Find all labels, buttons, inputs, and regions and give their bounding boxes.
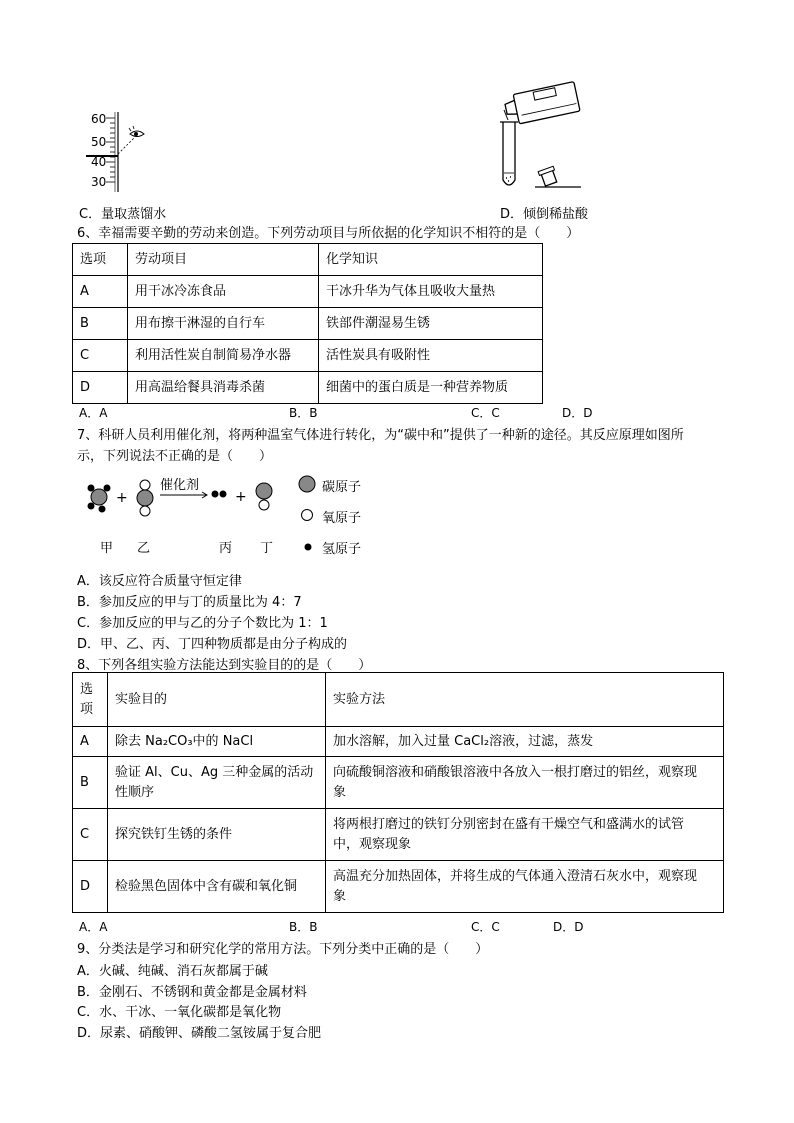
legend-oxygen-swatch: [302, 510, 313, 521]
q8-row-a-option: A: [73, 727, 108, 757]
q7-stem-line1: 7、科研人员利用催化剂，将两种温室气体进行转化，为“碳中和”提供了一种新的途径。其反应原理如图所: [77, 428, 684, 443]
q6-option-b: B．B: [289, 406, 318, 420]
caption-c: C．量取蒸馏水: [79, 207, 167, 222]
q9-option-a: A．火碱、纯碱、消石灰都属于碱: [77, 964, 268, 979]
q6-row-c-knowledge: 活性炭具有吸附性: [319, 340, 543, 372]
q8-option-c: C．C: [471, 920, 500, 934]
q8-row-b-method-line2: 象: [333, 784, 347, 800]
table-row: [73, 276, 543, 308]
molecule-label-ding: 丁: [260, 541, 274, 556]
q9-option-c: C．水、干冰、一氧化碳都是氧化物: [77, 1005, 282, 1020]
q8-header-option: [73, 673, 108, 727]
table-row: [73, 861, 724, 913]
q8-option-b: B．B: [289, 920, 318, 934]
table-row: [73, 372, 543, 404]
molecule-ding: [256, 483, 272, 510]
legend-hydrogen: 氢原子: [322, 542, 362, 557]
q8-table: [72, 672, 724, 913]
legend-hydrogen-swatch: [301, 540, 315, 554]
q7-option-c: C．参加反应的甲与乙的分子个数比为 1：1: [77, 616, 328, 631]
legend-carbon-swatch: [299, 476, 315, 492]
caption-d: D．倾倒稀盐酸: [500, 207, 589, 222]
q8-option-d: D．D: [553, 920, 584, 934]
table-row: [73, 308, 543, 340]
cylinder-tick-30: 30: [91, 175, 107, 189]
q8-row-a-method: 加水溶解，加入过量 CaCl₂溶液，过滤，蒸发: [326, 727, 724, 757]
q6-row-d-project: 用高温给餐具消毒杀菌: [128, 372, 319, 404]
q7-stem-line2: 示，下列说法不正确的是（ ）: [77, 449, 273, 464]
q9-stem: 9、分类法是学习和研究化学的常用方法。下列分类中正确的是（ ）: [77, 942, 489, 957]
q6-row-b-knowledge: 铁部件潮湿易生锈: [319, 308, 543, 340]
q8-row-d-purpose: 检验黑色固体中含有碳和氧化铜: [108, 861, 326, 913]
q7-option-d: D．甲、乙、丙、丁四种物质都是由分子构成的: [77, 637, 348, 652]
q6-table: [72, 243, 543, 404]
q8-row-c-option: C: [73, 809, 108, 861]
q8-row-c-method-line1: 将两根打磨过的铁钉分别密封在盛有干燥空气和盛满水的试管: [333, 816, 685, 832]
q8-row-b-purpose-line1: 验证 Al、Cu、Ag 三种金属的活动: [115, 764, 314, 780]
q6-option-c: C．C: [471, 406, 500, 420]
cylinder-tick-40: 40: [91, 155, 107, 169]
molecule-label-jia: 甲: [100, 541, 114, 556]
q6-header-knowledge: 化学知识: [319, 244, 543, 276]
legend-carbon: 碳原子: [322, 480, 362, 495]
table-row: [73, 340, 543, 372]
q6-row-a-project: 用干冰冷冻食品: [128, 276, 319, 308]
plus-sign-2: +: [235, 489, 247, 505]
q7-option-a: A．该反应符合质量守恒定律: [77, 574, 242, 589]
q6-row-b-project: 用布擦干淋湿的自行车: [128, 308, 319, 340]
q8-row-d-method-line2: 象: [333, 888, 347, 904]
q6-stem: 6、幸福需要辛勤的劳动来创造。下列劳动项目与所依据的化学知识不相符的是（ ）: [77, 226, 580, 241]
table-row: [73, 727, 724, 757]
table-row: [73, 757, 724, 809]
q6-row-d-knowledge: 细菌中的蛋白质是一种营养物质: [319, 372, 543, 404]
q9-option-b: B．金刚石、不锈钢和黄金都是金属材料: [77, 985, 307, 1000]
q8-header-method: 实验方法: [326, 673, 724, 727]
q8-row-b-option: B: [73, 757, 108, 809]
q6-row-c-project: 利用活性炭自制简易净水器: [128, 340, 319, 372]
plus-sign-1: +: [116, 490, 128, 506]
q8-stem: 8、下列各组实验方法能达到实验目的的是（ ）: [77, 658, 372, 673]
eye-icon: [129, 126, 144, 137]
molecule-yi: [137, 480, 153, 516]
q8-row-a-purpose: 除去 Na₂CO₃中的 NaCl: [108, 727, 326, 757]
q7-option-b: B．参加反应的甲与丁的质量比为 4：7: [77, 595, 302, 610]
q6-row-c-option: C: [73, 340, 128, 372]
catalyst-label: 催化剂: [160, 478, 200, 493]
cylinder-tick-50: 50: [91, 135, 107, 149]
q6-header-project: 劳动项目: [128, 244, 319, 276]
q8-row-d-method-line1: 高温充分加热固体，并将生成的气体通入澄清石灰水中，观察现: [333, 868, 698, 884]
q8-row-d-method: [326, 861, 724, 913]
table-row: [73, 809, 724, 861]
q6-row-a-knowledge: 干冰升华为气体且吸收大量热: [319, 276, 543, 308]
molecule-bing: [212, 491, 227, 498]
q6-row-b-option: B: [73, 308, 128, 340]
legend-oxygen: 氧原子: [322, 511, 362, 526]
pouring-acid-figure: [495, 80, 595, 194]
q8-row-d-option: D: [73, 861, 108, 913]
q6-row-d-option: D: [73, 372, 128, 404]
q8-header-option-line2: 项: [80, 701, 94, 717]
molecule-label-bing: 丙: [219, 541, 233, 556]
q6-row-a-option: A: [73, 276, 128, 308]
q8-row-b-purpose-line2: 性顺序: [115, 784, 155, 800]
q8-row-b-method: [326, 757, 724, 809]
q8-options: [77, 918, 717, 934]
q8-row-b-method-line1: 向硫酸铜溶液和硝酸银溶液中各放入一根打磨过的铝丝，观察现: [333, 764, 698, 780]
q8-header-purpose: 实验目的: [108, 673, 326, 727]
q6-options: [77, 404, 717, 420]
q6-header-option: 选项: [73, 244, 128, 276]
q8-row-c-method: [326, 809, 724, 861]
q9-option-d: D．尿素、硝酸钾、磷酸二氢铵属于复合肥: [77, 1026, 322, 1041]
q6-option-d: D．D: [562, 406, 593, 420]
q6-option-a: A．A: [79, 406, 108, 420]
q8-row-c-purpose: 探究铁钉生锈的条件: [108, 809, 326, 861]
q8-header-option-line1: 选: [80, 681, 94, 697]
q8-row-c-method-line2: 中，观察现象: [333, 836, 412, 852]
q8-option-a: A．A: [79, 920, 108, 934]
cylinder-tick-60: 60: [91, 112, 107, 126]
q8-row-b-purpose: [108, 757, 326, 809]
molecule-jia: [88, 485, 111, 513]
molecule-label-yi: 乙: [137, 541, 151, 556]
